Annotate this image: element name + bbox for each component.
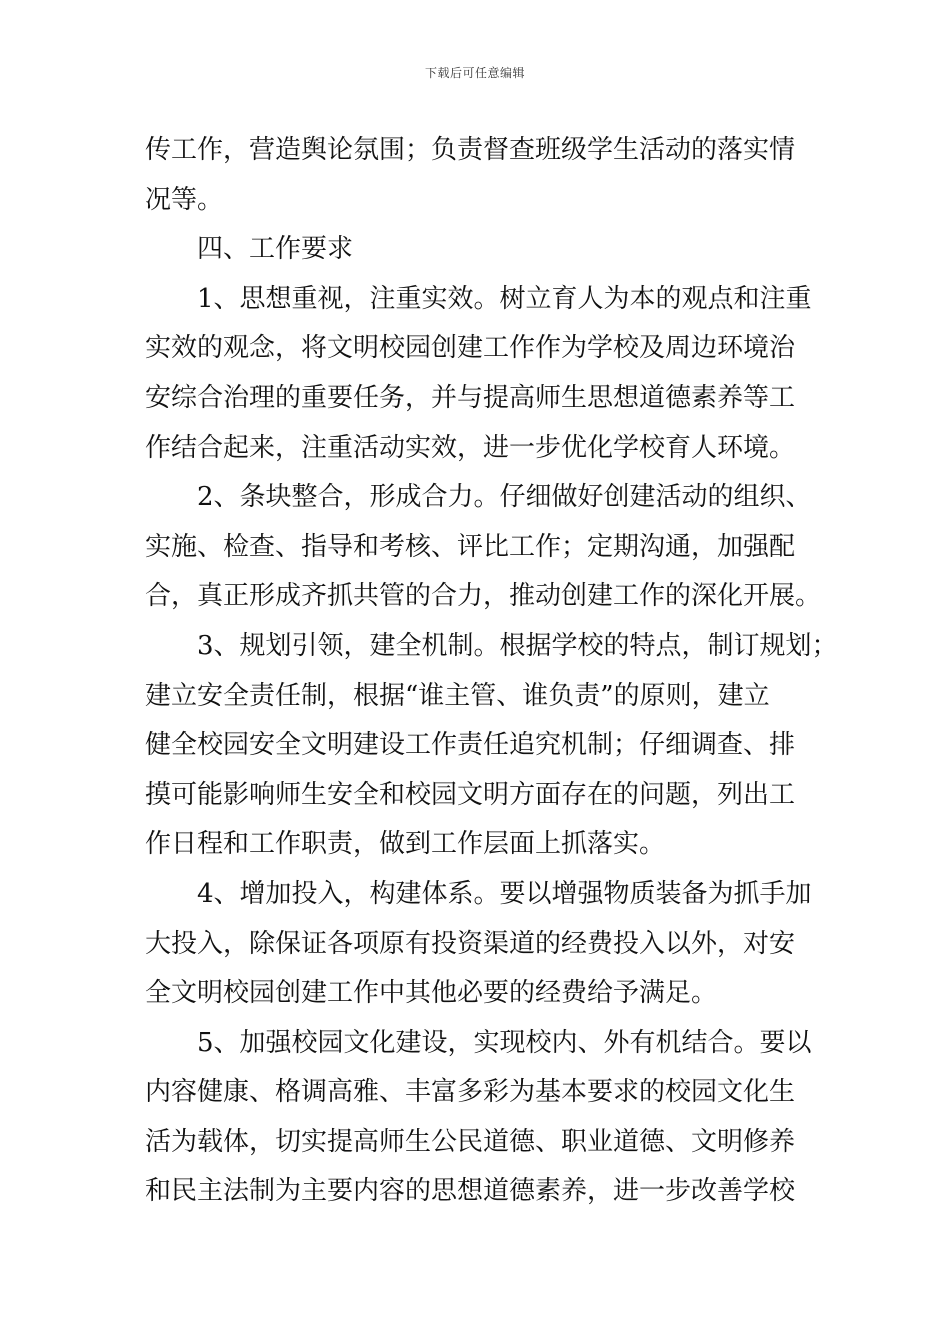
text-line: 摸可能影响师生安全和校园文明方面存在的问题，列出工	[145, 779, 796, 810]
text-line: 1、思想重视，注重实效。树立育人为本的观点和注重	[197, 283, 812, 314]
text-line: 健全校园安全文明建设工作责任追究机制；仔细调查、排	[145, 730, 796, 761]
text-line: 实效的观念，将文明校园创建工作作为学校及周边环境治	[145, 333, 796, 364]
text-line: 全文明校园创建工作中其他必要的经费给予满足。	[145, 978, 718, 1009]
text-line: 大投入，除保证各项原有投资渠道的经费投入以外，对安	[145, 928, 796, 959]
text-line: 3、规划引领，建全机制。根据学校的特点，制订规划；	[197, 630, 838, 661]
text-line: 四、工作要求	[197, 234, 354, 265]
text-line: 实施、检查、指导和考核、评比工作；定期沟通，加强配	[145, 531, 796, 562]
text-line: 作日程和工作职责，做到工作层面上抓落实。	[145, 829, 666, 860]
text-line: 安综合治理的重要任务，并与提高师生思想道德素养等工	[145, 382, 796, 413]
text-line: 4、增加投入，构建体系。要以增强物质装备为抓手加	[197, 878, 812, 909]
text-line: 合，真正形成齐抓共管的合力，推动创建工作的深化开展。	[145, 581, 822, 612]
text-line: 和民主法制为主要内容的思想道德素养，进一步改善学校	[145, 1176, 796, 1207]
text-line: 建立安全责任制，根据“谁主管、谁负责”的原则，建立	[145, 680, 770, 711]
text-line: 作结合起来，注重活动实效，进一步优化学校育人环境。	[145, 432, 796, 463]
page-header: 下载后可任意编辑	[424, 66, 525, 80]
text-line: 2、条块整合，形成合力。仔细做好创建活动的组织、	[197, 482, 812, 513]
text-line: 内容健康、格调高雅、丰富多彩为基本要求的校园文化生	[145, 1077, 796, 1108]
text-line: 况等。	[145, 184, 224, 215]
document-body	[145, 126, 838, 1217]
text-line: 传工作，营造舆论氛围；负责督查班级学生活动的落实情	[145, 135, 796, 165]
text-line: 活为载体，切实提高师生公民道德、职业道德、文明修养	[145, 1126, 796, 1157]
text-line: 5、加强校园文化建设，实现校内、外有机结合。要以	[197, 1027, 812, 1058]
